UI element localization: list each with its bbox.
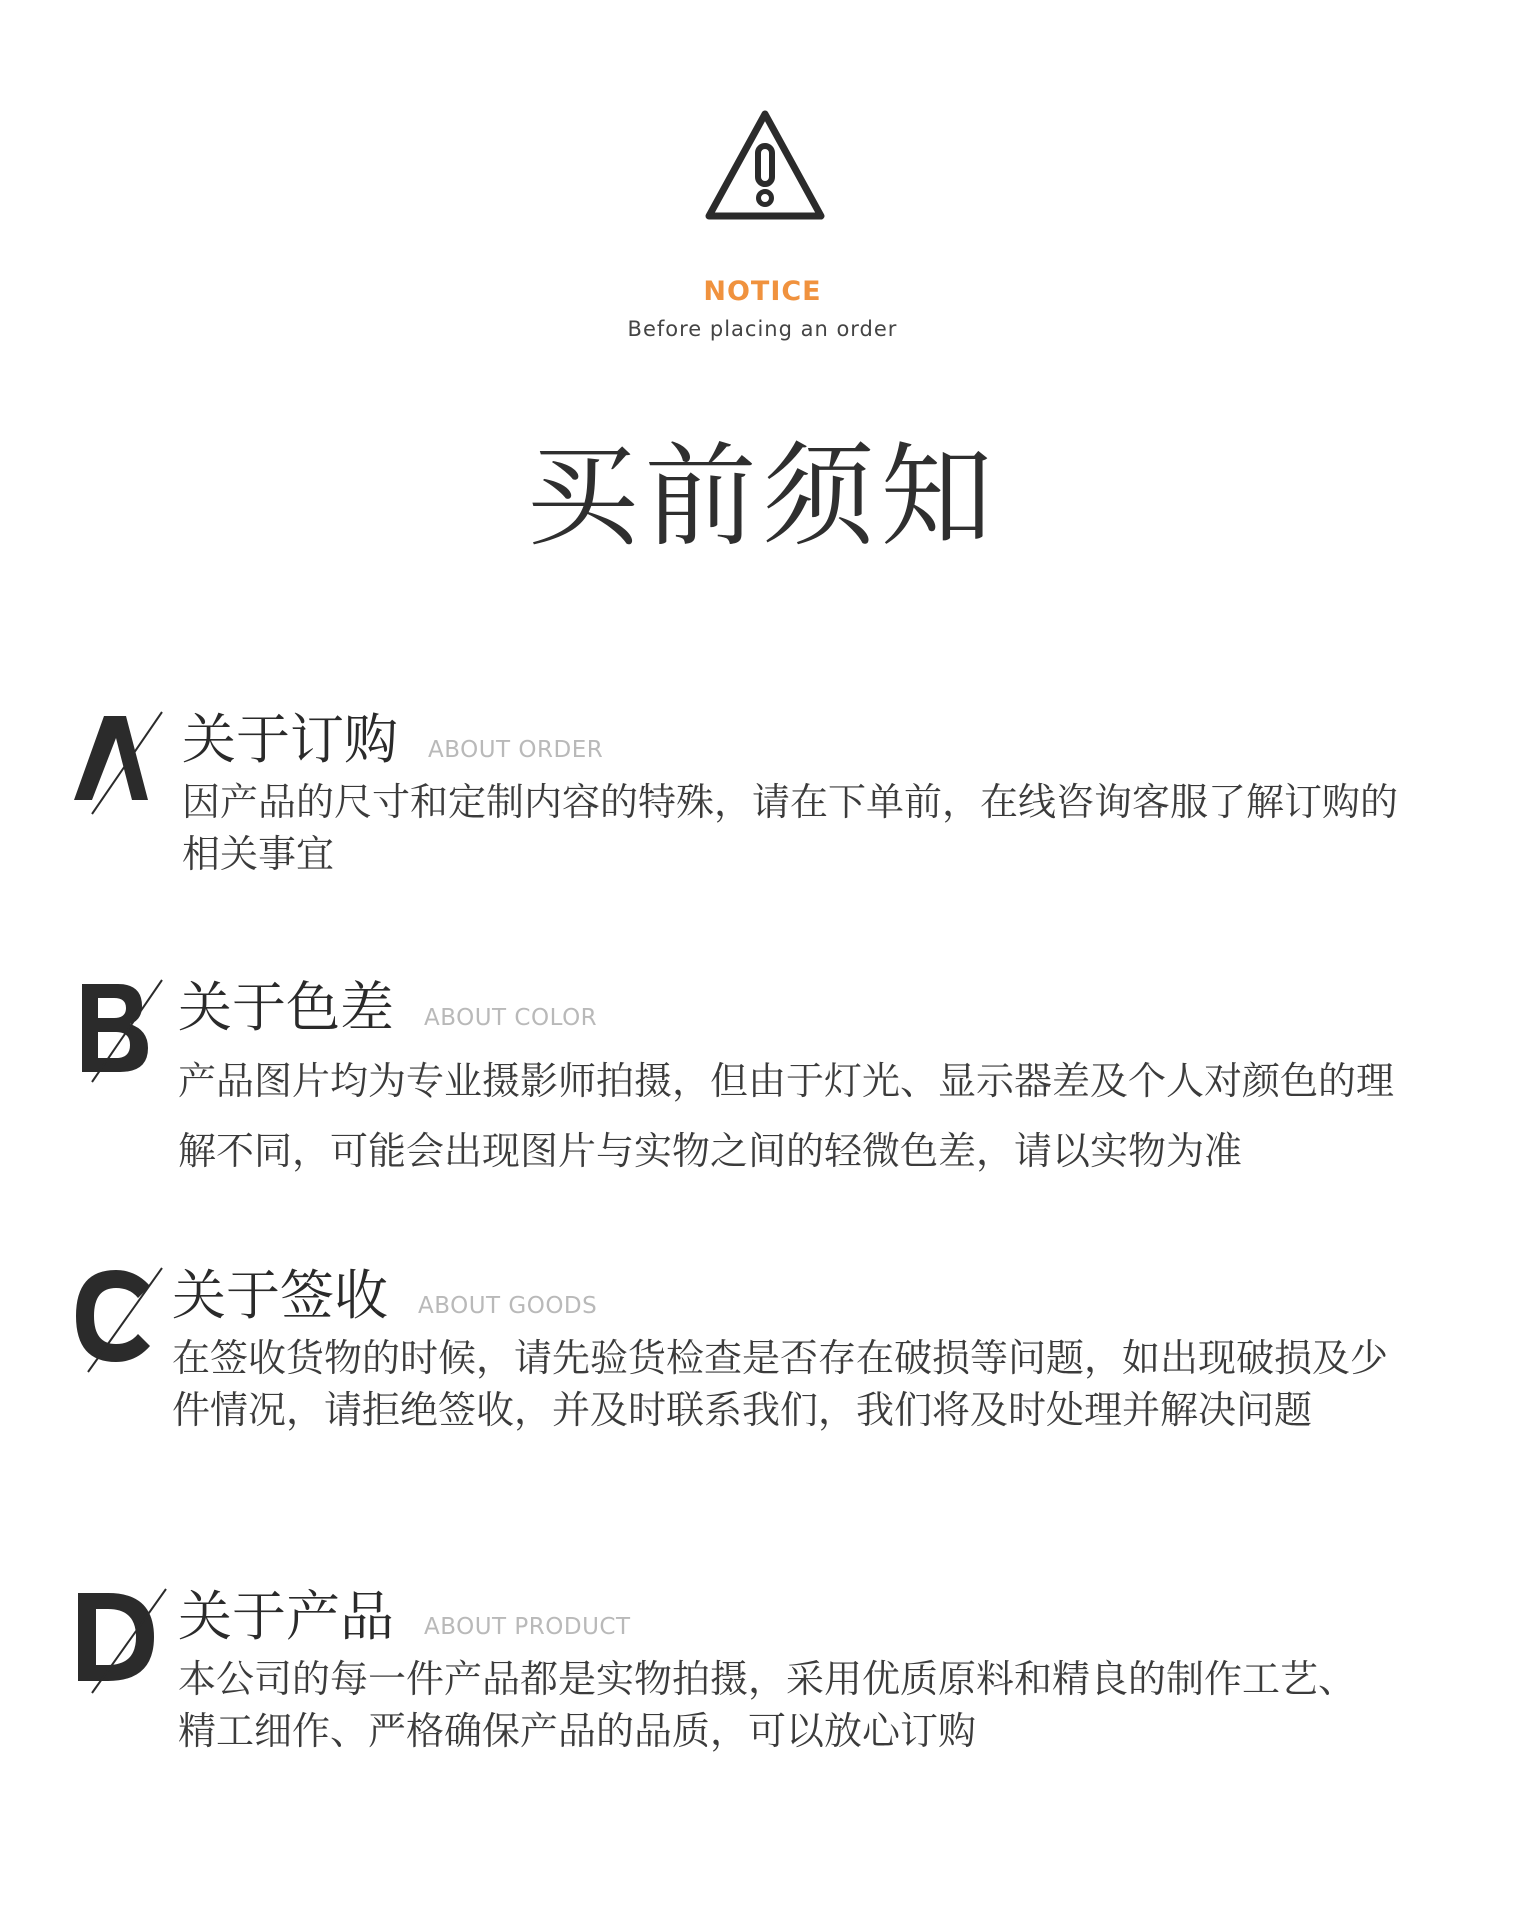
section-body: 在签收货物的时候，请先验货检查是否存在破损等问题，如出现破损及少件情况，请拒绝签收，并及时联系我们，我们将及时处理并解决问题 xyxy=(172,1336,1389,1432)
section-title: 关于产品 xyxy=(178,1585,394,1648)
letter-a-icon xyxy=(70,708,170,818)
letter-d-icon xyxy=(70,1585,170,1695)
section-subtitle: ABOUT COLOR xyxy=(424,1005,598,1031)
letter-c-icon xyxy=(70,1264,170,1374)
section-body: 本公司的每一件产品都是实物拍摄，采用优质原料和精良的制作工艺、精工细作、严格确保产品的品质，可以放心订购 xyxy=(178,1657,1357,1753)
section-title: 关于色差 xyxy=(178,976,394,1039)
notice-label: NOTICE xyxy=(703,276,822,307)
section-subtitle: ABOUT ORDER xyxy=(428,737,604,763)
section-title: 关于签收 xyxy=(172,1264,388,1327)
section-body: 因产品的尺寸和定制内容的特殊，请在下单前，在线咨询客服了解订购的相关事宜 xyxy=(182,780,1399,876)
section-title: 关于订购 xyxy=(182,708,398,771)
page-title: 买前须知 xyxy=(526,432,999,562)
section-body: 产品图片均为专业摄影师拍摄，但由于灯光、显示器差及个人对颜色的理解不同，可能会出现图片与实物之间的轻微色差，请以实物为准 xyxy=(178,1059,1395,1173)
section-subtitle: ABOUT PRODUCT xyxy=(424,1614,631,1640)
notice-subtitle: Before placing an order xyxy=(627,317,898,341)
warning-triangle-icon xyxy=(703,108,827,224)
letter-b-icon xyxy=(70,976,170,1086)
section-subtitle: ABOUT GOODS xyxy=(418,1293,598,1319)
